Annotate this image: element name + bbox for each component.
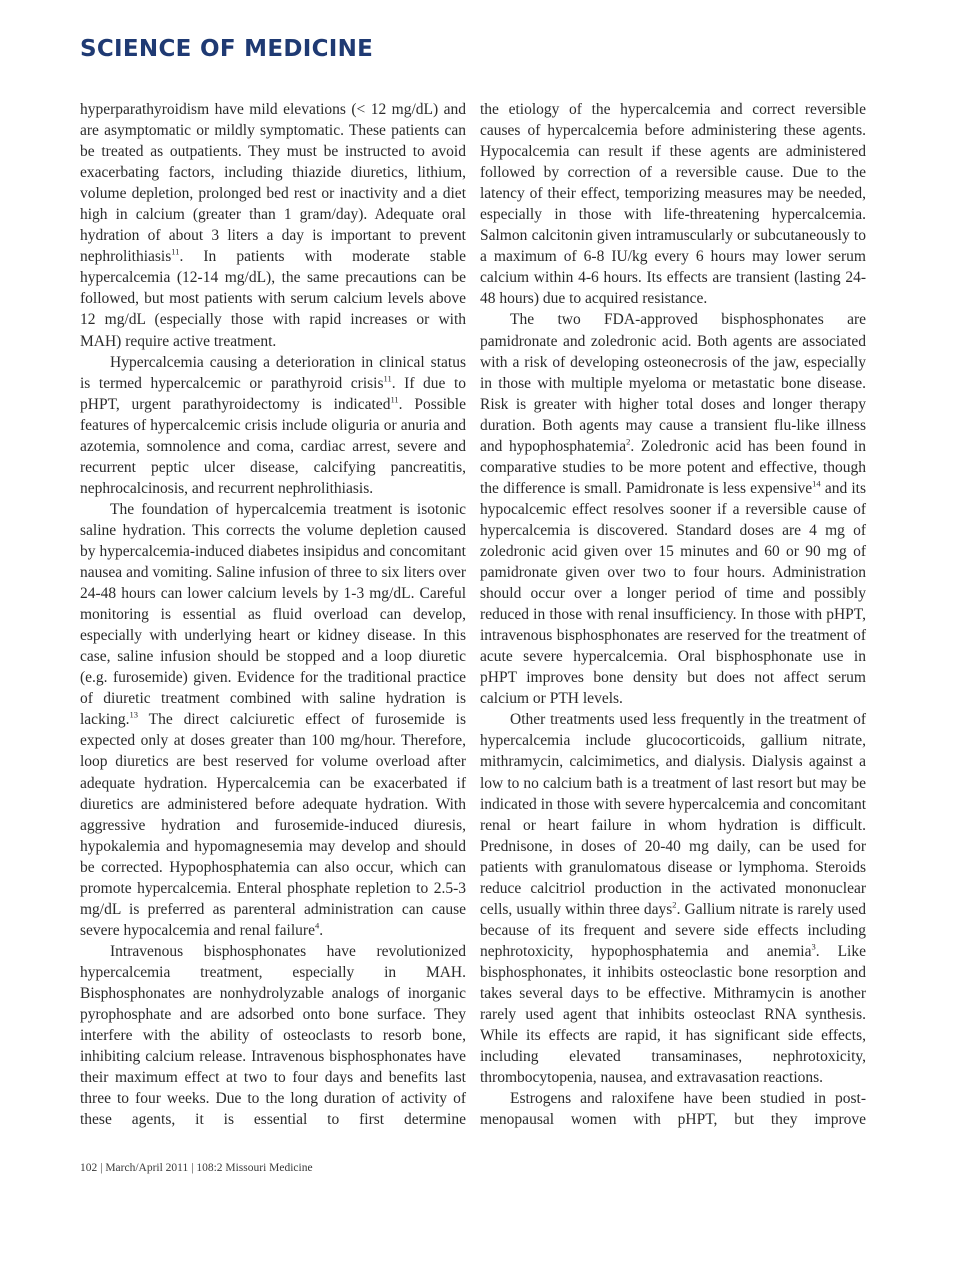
issue-date: March/April 2011 bbox=[105, 1162, 189, 1174]
citation-ref: 2 bbox=[626, 436, 631, 447]
journal-name: 108:2 Missouri Medicine bbox=[196, 1162, 313, 1174]
citation-ref: 11 bbox=[171, 246, 180, 257]
page-footer bbox=[80, 1162, 313, 1174]
text-run: Other treatments used less frequently in the treatment of hypercalcemia include glucocorticoids, gallium nitrate, mithramycin, calcimimetics, and dialysis. Dialysis against a low to no calcium bath is a treatment of last resort but may be indicated in those with severe hypercalcemia and concomitant renal or heart failure in whom hydration is difficult. Prednisone, in doses of 20-40 mg daily, can be used for patients with granulomatous disease or lymphoma. Steroids reduce calcitriol production in the activated mononuclear cells, usually within three days bbox=[480, 711, 866, 918]
right-column bbox=[480, 99, 866, 1130]
text-run: . Possible features of hypercalcemic crisis include oliguria or anuria and azotemia, somnolence and coma, cardiac arrest, severe and recurrent peptic ulcer disease, calcifying pancreatitis, nephrocalcinosis, and recurrent nephrolithiasis. bbox=[80, 395, 466, 497]
paragraph bbox=[80, 941, 466, 1130]
text-run: . bbox=[319, 921, 324, 939]
paragraph bbox=[80, 352, 466, 499]
citation-ref: 4 bbox=[314, 920, 320, 931]
paragraph bbox=[480, 1088, 866, 1130]
paragraph bbox=[480, 309, 866, 709]
text-run: the etiology of the hypercalcemia and correct reversible causes of hypercalcemia before administering these agents. Hypocalcemia can result if these agents are administered followed by correction of a reversible cause. Due to the latency of their effect, temporizing measures may be needed, especially in those with life-threatening hypercalcemia. Salmon calcitonin given intramuscularly or subcutaneously to a maximum of 6-8 IU/kg every 6 hours may lower serum calcium within 4-6 hours. Its effects are transient (lasting 24-48 hours) due to acquired resistance. bbox=[480, 101, 866, 308]
text-run: The foundation of hypercalcemia treatment is isotonic saline hydration. This corrects the volume depletion caused by hypercalcemia-induced diabetes insipidus and concomitant nausea and vomiting. Saline infusion of three to six liters over 24-48 hours can lower calcium levels by 1-3 mg/dL. Careful monitoring is essential as fluid overload can develop, especially with underlying heart or kidney disease. In this case, saline infusion should be stopped and a loop diuretic (e.g. furosemide) given. Evidence for the traditional practice of diuretic treatment combined with saline hydration is lacking. bbox=[80, 500, 466, 729]
text-run: The direct calciuretic effect of furosemide is expected only at doses greater than 100 mg/hour. Therefore, loop diuretics are best reserved for volume overload after adequate hydration. Hypercalcemia can be exacerbated if diuretics are administered before adequate hydration. With aggressive hydration and furosemide-induced diuresis, hypokalemia and hypomagnesemia may develop and should be corrected. Hypophosphatemia can also occur, which can promote hypercalcemia. Enteral phosphate repletion to 2.5-3 mg/dL is preferred as parenteral administration can cause severe hypocalcemia and renal failure bbox=[80, 711, 466, 939]
paragraph bbox=[480, 709, 866, 1088]
text-run: Estrogens and raloxifene have been studied in post-menopausal women with pHPT, but they improve bbox=[480, 1090, 866, 1129]
text-run: Intravenous bisphosphonates have revolutionized hypercalcemia treatment, especially in MAH. Bisphosphonates are nonhydrolyzable analogs of inorganic pyrophosphate and are adsorbed onto bone surface. They interfere with the ability of osteoclasts to resorb bone, inhibiting calcium release. Intravenous bisphosphonates have their maximum effect at two to four days and benefits last three to four weeks. Due to the long duration of activity of these agents, it is essential to first determine bbox=[80, 942, 466, 1129]
citation-ref: 14 bbox=[812, 478, 821, 489]
section-title: SCIENCE OF MEDICINE bbox=[80, 36, 374, 62]
text-run: The two FDA-approved bisphosphonates are pamidronate and zoledronic acid. Both agents are associated with a risk of developing osteonecrosis of the jaw, especially in those with multiple myeloma or metastatic bone disease. Risk is greater with higher total doses and longer therapy duration. Both agents may cause a transient flu-like illness and hypophosphatemia bbox=[480, 311, 866, 455]
footer-separator: | bbox=[191, 1162, 194, 1174]
text-run: hyperparathyroidism have mild elevations (< 12 mg/dL) and are asymptomatic or mildly symptomatic. These patients can be treated as outpatients. They must be instructed to avoid exacerbating factors, including thiazide diuretics, lithium, volume depletion, prolonged bed rest or inactivity and a diet high in calcium (greater than 1 gram/day). Adequate oral hydration of about 3 liters a day is important to prevent nephrolithiasis bbox=[80, 101, 466, 266]
left-column bbox=[80, 99, 466, 1130]
paragraph bbox=[80, 99, 466, 352]
footer-separator: | bbox=[100, 1162, 103, 1174]
paragraph bbox=[80, 499, 466, 941]
text-run: . Zoledronic acid has been found in comparative studies to be more potent and effective, though the difference is small. Pamidronate is less expensive bbox=[480, 437, 866, 497]
text-run: . Gallium nitrate is rarely used because of its frequent and severe side effects including nephrotoxicity, hypophosphatemia and anemia bbox=[480, 900, 867, 960]
citation-ref: 3 bbox=[811, 941, 816, 952]
citation-ref: 11 bbox=[390, 394, 399, 405]
text-run: and its hypocalcemic effect resolves sooner if a reversible cause of hypercalcemia is discovered. Standard doses are 4 mg of zoledronic acid given over 15 minutes and 60 or 90 mg of pamidronate given over two to four hours. Administration should occur over a longer period of time and possibly reduced in those with renal insufficiency. In those with pHPT, intravenous bisphosphonates are reserved for the treatment of acute severe hypercalcemia. Oral bisphosphonate use in pHPT improves bone density but does not affect serum calcium or PTH levels. bbox=[480, 479, 866, 708]
citation-ref: 13 bbox=[129, 709, 139, 720]
page-number: 102 bbox=[80, 1162, 98, 1174]
text-run: Hypercalcemia causing a deterioration in clinical status is termed hypercalcemic or parathyroid crisis bbox=[80, 353, 466, 392]
paragraph bbox=[480, 99, 866, 309]
text-run: . If due to pHPT, urgent parathyroidectomy is indicated bbox=[80, 374, 466, 413]
citation-ref: 11 bbox=[383, 373, 392, 384]
text-run: . Like bisphosphonates, it inhibits osteoclastic bone resorption and takes several days to be effective. Mithramycin is another rarely used agent that inhibits osteoclast RNA synthesis. While its effects are rapid, it has significant side effects, including elevated transaminases, nephrotoxicity, thrombocytopenia, nausea, and extravasation reactions. bbox=[480, 942, 866, 1087]
citation-ref: 2 bbox=[672, 899, 677, 910]
text-run: . In patients with moderate stable hypercalcemia (12-14 mg/dL), the same precautions can be followed, but most patients with serum calcium levels above 12 mg/dL (especially those with rapid increases or with MAH) require active treatment. bbox=[80, 248, 466, 350]
